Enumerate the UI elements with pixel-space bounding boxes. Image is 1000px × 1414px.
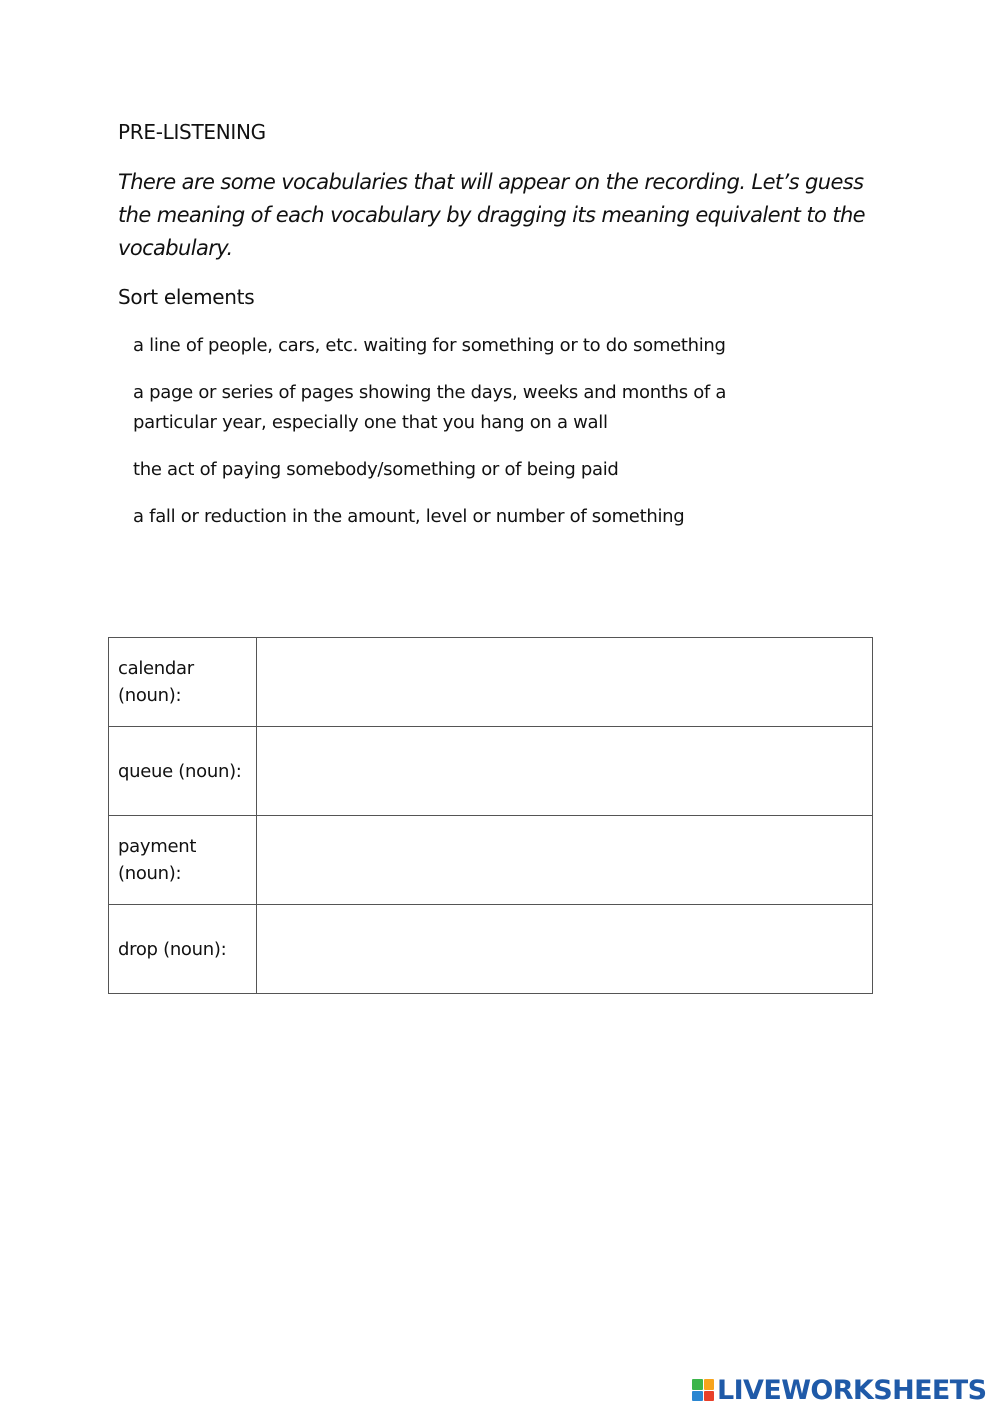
- table-row: [109, 816, 873, 905]
- table-row: [109, 905, 873, 994]
- page-heading: PRE-LISTENING: [118, 120, 266, 144]
- term-calendar: calendar (noun):: [109, 638, 257, 727]
- drop-zone-drop[interactable]: [256, 905, 872, 994]
- drop-zone-queue[interactable]: [256, 727, 872, 816]
- drop-zone-calendar[interactable]: [256, 638, 872, 727]
- liveworksheets-logo-icon: [692, 1379, 714, 1401]
- term-queue: queue (noun):: [109, 727, 257, 816]
- logo-square-blue: [692, 1391, 703, 1402]
- logo-square-red: [704, 1391, 715, 1402]
- liveworksheets-logo: [692, 1372, 986, 1408]
- sort-elements-title: Sort elements: [118, 285, 255, 309]
- draggable-definition-payment[interactable]: the act of paying somebody/something or of being paid: [133, 459, 619, 480]
- term-payment: payment (noun):: [109, 816, 257, 905]
- logo-square-green: [692, 1379, 703, 1390]
- instructions-text: There are some vocabularies that will appear on the recording. Let’s guess the meaning of each vocabulary by dragging its meaning equivalent to the vocabulary.: [118, 170, 865, 260]
- logo-square-orange: [704, 1379, 715, 1390]
- term-drop: drop (noun):: [109, 905, 257, 994]
- draggable-definition-drop[interactable]: a fall or reduction in the amount, level or number of something: [133, 506, 685, 527]
- matching-table: [108, 637, 873, 994]
- draggable-definition-calendar[interactable]: a page or series of pages showing the days, weeks and months of a particular year, especially one that you hang on a wall: [133, 382, 727, 433]
- sort-elements-list: [133, 331, 733, 549]
- table-row: [109, 638, 873, 727]
- table-row: [109, 727, 873, 816]
- drop-zone-payment[interactable]: [256, 816, 872, 905]
- liveworksheets-logo-text: LIVEWORKSHEETS: [717, 1374, 987, 1406]
- draggable-definition-queue[interactable]: a line of people, cars, etc. waiting for something or to do something: [133, 335, 726, 356]
